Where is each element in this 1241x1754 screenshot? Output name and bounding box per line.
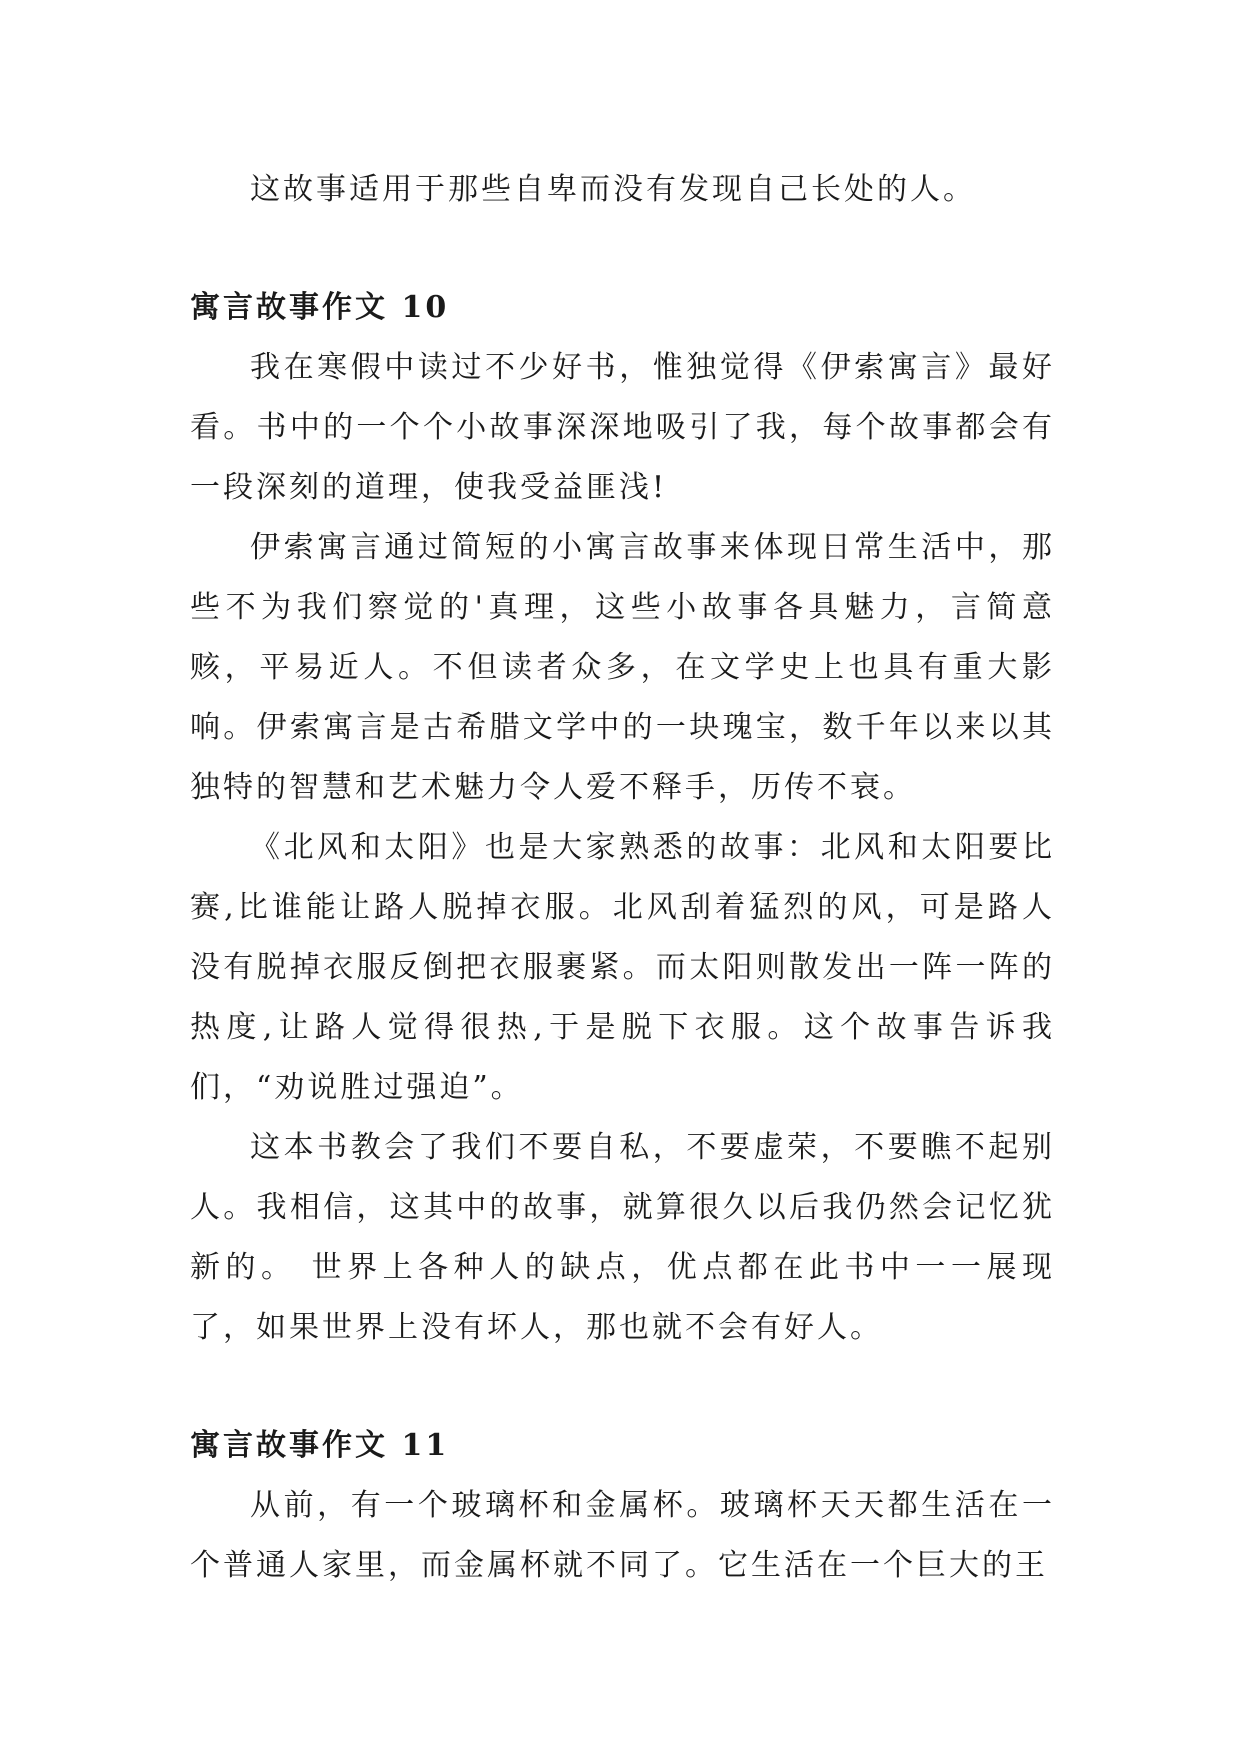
body-paragraph: 这本书教会了我们不要自私，不要虚荣，不要瞧不起别人。我相信，这其中的故事，就算很久以后我仍然会记忆犹新的。 世界上各种人的缺点，优点都在此书中一一展现了，如果世界上没有坏人，那也就不会有好人。 [190,1130,1055,1345]
body-paragraph: 《北风和太阳》也是大家熟悉的故事：北风和太阳要比赛,比谁能让路人脱掉衣服。北风刮着猛烈的风，可是路人没有脱掉衣服反倒把衣服裹紧。而太阳则散发出一阵一阵的热度,让路人觉得很热,于是脱下衣服。这个故事告诉我们，“劝说胜过强迫”。 [190,830,1055,1105]
section-heading: 寓言故事作文 10 [190,290,450,325]
body-paragraph: 从前，有一个玻璃杯和金属杯。玻璃杯天天都生活在一个普通人家里，而金属杯就不同了。它生活在一个巨大的王 [190,1488,1055,1583]
section-essay-10 [190,278,1055,1358]
section-spacer [190,220,1055,278]
section-heading: 寓言故事作文 11 [190,1428,450,1463]
body-paragraph: 我在寒假中读过不少好书，惟独觉得《伊索寓言》最好看。书中的一个个小故事深深地吸引了我，每个故事都会有一段深刻的道理，使我受益匪浅! [190,350,1055,505]
section-spacer [190,1358,1055,1416]
document-body [190,160,1055,1596]
body-paragraph: 伊索寓言通过简短的小寓言故事来体现日常生活中，那些不为我们察觉的'真理，这些小故事各具魅力，言简意赅，平易近人。不但读者众多，在文学史上也具有重大影响。伊索寓言是古希腊文学中的一块瑰宝，数千年以来以其独特的智慧和艺术魅力令人爱不释手，历传不衰。 [190,530,1055,805]
section-essay-11 [190,1416,1055,1596]
intro-paragraph: 这故事适用于那些自卑而没有发现自己长处的人。 [250,172,976,207]
